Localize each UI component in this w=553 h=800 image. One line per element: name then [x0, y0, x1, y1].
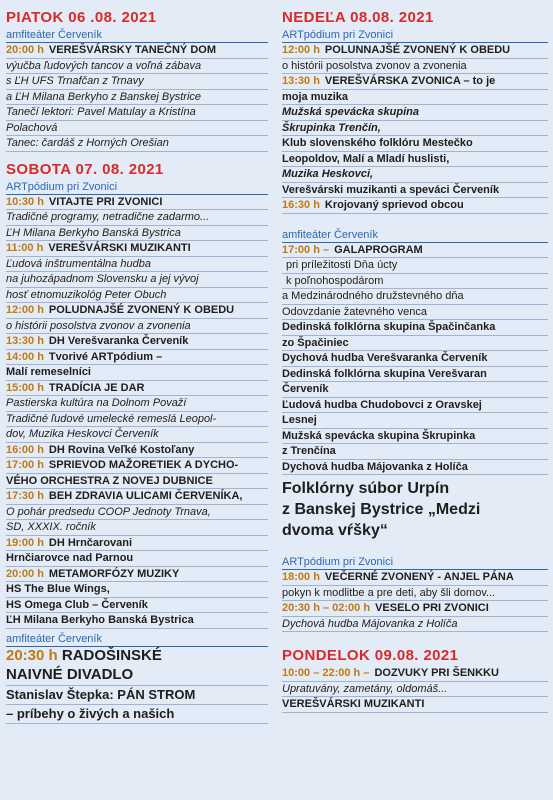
headline-performer: z Banskej Bystrice „Medzi: [282, 501, 481, 518]
performer-line: zo Špačiniec: [282, 336, 548, 352]
event-detail: moja muzika: [282, 90, 548, 106]
event-time: 12:00 h: [282, 44, 320, 56]
event-detail: VEREŠVÁRSKI MUZIKANTI: [282, 697, 548, 713]
event-row: [6, 195, 268, 211]
event-title-cont: NAIVNÉ DIVADLO: [6, 665, 268, 686]
venue-label: ARTpódium pri Zvonici: [282, 555, 548, 570]
event-detail: Verešvárski muzikanti a speváci Červeník: [282, 183, 548, 199]
venue-label: amfiteáter Červeník: [282, 228, 548, 243]
venue-label: ARTpódium pri Zvonici: [282, 28, 548, 43]
event-title: BEH ZDRAVIA ULICAMI ČERVENÍKA,: [48, 490, 243, 502]
event-detail: ĽH Milana Berkyho Banská Bystrica: [6, 613, 268, 629]
event-detail: Klub slovenského folklóru Mestečko: [282, 136, 548, 152]
day-heading-monday: PONDELOK 09.08. 2021: [282, 647, 459, 664]
event-time: 16:30 h: [282, 199, 320, 211]
event-detail: Polachová: [6, 121, 268, 137]
event-detail: a Medzinárodného družstevného dňa: [282, 289, 548, 305]
event-title: VEREŠVÁRSKY TANEČNÝ DOM: [48, 44, 216, 56]
event-title: DH Hrnčarovani: [48, 536, 133, 549]
day-heading-saturday: SOBOTA 07. 08. 2021: [6, 160, 164, 178]
event-row: [282, 198, 548, 214]
event-detail: ĽH Milana Berkyho Banská Bystrica: [6, 226, 268, 242]
event-detail: dov, Muzika Heskovci Červeník: [6, 427, 268, 443]
event-detail: Tanečí lektori: Pavel Matulay a Kristína: [6, 105, 268, 121]
event-detail: Upratuvány, zametány, oldomáš...: [282, 682, 548, 698]
event-row: [6, 443, 268, 459]
event-time: 17:00 h –: [282, 243, 330, 256]
event-time: 13:30 h: [282, 75, 320, 87]
event-detail: Tradičné programy, netradične zadarmo...: [6, 210, 268, 226]
event-row: [6, 334, 268, 350]
event-detail: O pohár predsedu COOP Jednoty Trnava,: [6, 505, 268, 521]
event-detail: Leopoldov, Malí a Mladí huslisti,: [282, 152, 548, 168]
event-detail: – príbehy o živých a našich: [6, 705, 268, 724]
event-row: [6, 536, 268, 552]
venue-label: ARTpódium pri Zvonici: [6, 180, 268, 195]
event-time: 10:30 h: [6, 195, 44, 208]
event-title: Krojovaný sprievod obcou: [324, 199, 464, 211]
event-row: [6, 647, 268, 665]
event-detail: Muzika Heskovci,: [282, 167, 548, 183]
event-detail: o histórii posolstva zvonov a zvonenia: [6, 319, 268, 335]
event-detail: k poľnohospodárom: [282, 274, 548, 290]
event-detail: HS The Blue Wings,: [6, 582, 268, 598]
event-detail: Tanec: čardáš z Horných Orešian: [6, 136, 268, 152]
event-row: [282, 74, 548, 90]
headline-performer: Folklórny súbor Urpín: [282, 480, 450, 497]
event-time: 13:30 h: [6, 335, 44, 347]
event-time: 10:00 – 22:00 h –: [282, 667, 370, 679]
event-detail: hosť etnomuzikológ Peter Obuch: [6, 288, 268, 304]
event-title: METAMORFÓZY MUZIKY: [48, 567, 180, 580]
performer-line: Dedinská folklórna skupina Špačinčanka: [282, 320, 548, 336]
event-title: VITAJTE PRI ZVONICI: [48, 195, 163, 208]
event-detail: výučba ľudových tancov a voľná zábava: [6, 59, 268, 75]
venue-label: amfiteáter Červeník: [6, 28, 268, 43]
performer-line: Červeník: [282, 382, 548, 398]
event-time: 18:00 h: [282, 571, 320, 583]
event-title: POLUDNAJŠÉ ZVONENÝ K OBEDU: [48, 304, 235, 316]
event-detail: Hrnčiarovce nad Parnou: [6, 551, 268, 567]
event-title: DH Verešvaranka Červeník: [48, 335, 189, 347]
event-detail: Ľudová inštrumentálna hudba: [6, 257, 268, 273]
left-column: [6, 8, 268, 724]
event-row: [6, 43, 268, 59]
event-detail: Malí remeselníci: [6, 365, 268, 381]
event-time: 19:00 h: [6, 536, 44, 549]
event-row: [6, 458, 268, 474]
event-time: 11:00 h: [6, 242, 44, 254]
performer-line: Mužská spevácka skupina Škrupinka: [282, 429, 548, 445]
event-detail: Dychová hudba Májovanka z Holíča: [282, 617, 548, 633]
event-detail: pokyn k modlitbe a pre deti, aby šli domov...: [282, 586, 548, 602]
performer-line: Lesnej: [282, 413, 548, 429]
event-title: VEČERNÉ ZVONENÝ - ANJEL PÁNA: [324, 571, 514, 583]
event-row: [6, 241, 268, 257]
event-title: Tvorivé ARTpódium –: [48, 350, 163, 363]
event-detail: pri príležitosti Dňa úcty: [282, 258, 548, 274]
event-title: SPRIEVOD MAŽORETIEK A DYCHO-: [48, 459, 239, 471]
right-column: [282, 8, 548, 713]
venue-label: amfiteáter Červeník: [6, 632, 268, 647]
event-detail: HS Omega Club – Červeník: [6, 598, 268, 614]
event-row: [6, 303, 268, 319]
event-row: [6, 381, 268, 397]
performer-line: Dychová hudba Verešvaranka Červeník: [282, 351, 548, 367]
performer-line: Dedinská folklórna skupina Verešvaran: [282, 367, 548, 383]
event-detail: Mužská spevácka skupina: [282, 105, 548, 121]
event-row: [282, 43, 548, 59]
event-time: 15:00 h: [6, 381, 44, 394]
event-title: VEREŠVÁRSKI MUZIKANTI: [48, 242, 191, 254]
event-time: 20:00 h: [6, 567, 44, 580]
event-detail: VÉHO ORCHESTRA Z NOVEJ DUBNICE: [6, 474, 268, 490]
event-row: [282, 666, 548, 682]
event-row: [6, 489, 268, 505]
event-detail: na juhozápadnom Slovensku a jej vývoj: [6, 272, 268, 288]
event-detail: Pastierska kultúra na Dolnom Považí: [6, 396, 268, 412]
event-title: TRADÍCIA JE DAR: [48, 381, 145, 394]
event-time: 17:00 h: [6, 459, 44, 471]
event-time: 20:30 h – 02:00 h: [282, 602, 371, 614]
event-detail: SD, XXXIX. ročník: [6, 520, 268, 536]
event-detail: Stanislav Štepka: PÁN STROM: [6, 686, 268, 705]
day-heading-friday: PIATOK 06 .08. 2021: [6, 9, 157, 26]
event-title: VEREŠVÁRSKA ZVONICA – to je: [324, 75, 496, 87]
event-row: [6, 350, 268, 366]
event-row: [6, 567, 268, 583]
event-time: 20:00 h: [6, 44, 44, 56]
event-time: 20:30 h: [6, 646, 58, 664]
event-time: 16:00 h: [6, 443, 44, 456]
event-detail: s ĽH UFS Trnafčan z Trnavy: [6, 74, 268, 90]
event-detail: Tradičné ľudové umelecké remeslá Leopol-: [6, 412, 268, 428]
event-time: 14:00 h: [6, 350, 44, 363]
headline-performer: dvoma vŕšky“: [282, 522, 388, 539]
event-row: [282, 243, 548, 259]
event-row: [282, 570, 548, 586]
event-title: RADOŠINSKÉ: [61, 646, 162, 664]
event-title: DOZVUKY PRI ŠENKKU: [374, 667, 499, 679]
event-detail: Škrupinka Trenčín,: [282, 121, 548, 137]
day-heading-sunday: NEDEĽA 08.08. 2021: [282, 9, 434, 26]
event-title: VESELO PRI ZVONICI: [375, 602, 489, 614]
event-detail: a ĽH Milana Berkyho z Banskej Bystrice: [6, 90, 268, 106]
event-detail: Odovzdanie žatevného venca: [282, 305, 548, 321]
performer-line: Ľudová hudba Chudobovci z Oravskej: [282, 398, 548, 414]
performer-line: Dychová hudba Májovanka z Holíča: [282, 460, 548, 476]
event-detail: o histórii posolstva zvonov a zvonenia: [282, 59, 548, 75]
event-time: 17:30 h: [6, 490, 44, 502]
performer-line: z Trenčína: [282, 444, 548, 460]
event-title: DH Rovina Veľké Kostoľany: [48, 443, 195, 456]
event-title: GALAPROGRAM: [334, 243, 423, 256]
event-time: 12:00 h: [6, 304, 44, 316]
event-title: POLUNNAJŠÉ ZVONENÝ K OBEDU: [324, 44, 511, 56]
event-row: [282, 601, 548, 617]
